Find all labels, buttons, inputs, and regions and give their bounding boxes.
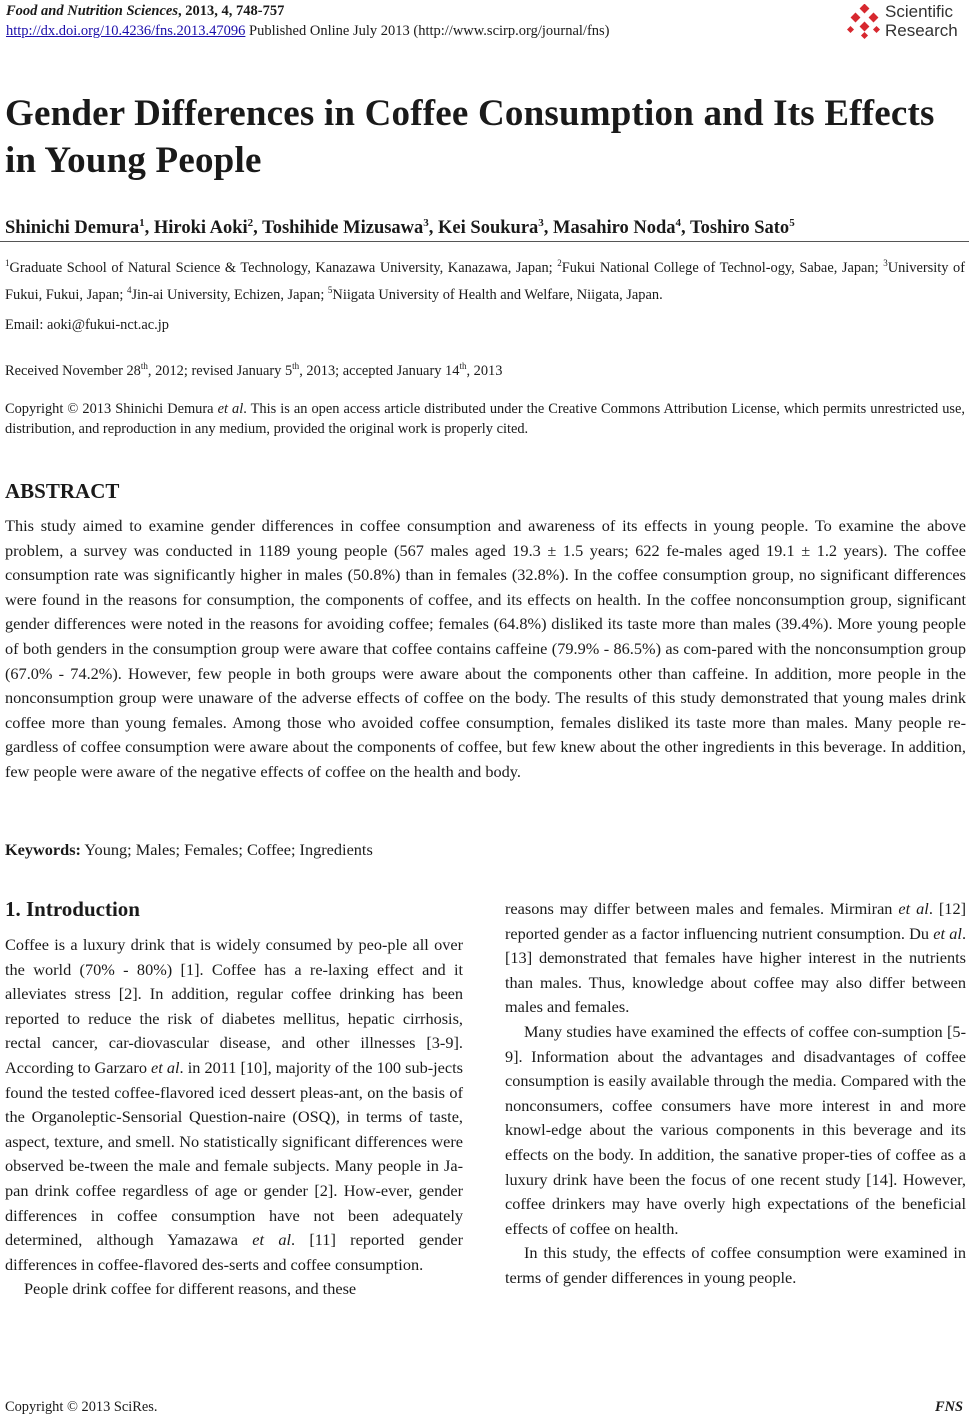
logo-line-2: Research <box>885 21 958 40</box>
publisher-logo <box>847 2 965 42</box>
author: Toshiro Sato$^5$ <box>689 217 795 239</box>
received-dates: Received November 28th, 2012; revised January 5th, 2013; accepted January 14th, 2013 <box>5 361 503 379</box>
author: Kei Soukura$^3$, <box>438 217 554 239</box>
header-divider <box>0 241 969 242</box>
abstract-heading: ABSTRACT <box>5 479 120 503</box>
paragraph: People drink coffee for different reasons, and these <box>24 1279 357 1299</box>
footer-copyright: Copyright © 2013 SciRes. <box>5 1399 158 1415</box>
author: Hiroki Aoki$^2$, <box>153 217 263 239</box>
doi-link[interactable]: http://dx.doi.org/10.4236/fns.2013.47096 <box>6 23 246 39</box>
article-title: Gender Differences in Coffee Consumption and Its Effects in Young People <box>5 93 935 181</box>
paragraph: Many studies have examined the effects of coffee con-sumption [5-9]. Information about the advantages and disadvantages of coffee consumption is easily available through the media. Compared with the nonconsumers, coffee consumers have more interest in and more knowl-edge about the various components in this beverage and its effects on the body. In addition, the sanative proper-ties of coffee as a luxury drink have been the focus of one recent study [14]. However, coffee drinkers may have overly high expectations of the beneficial effects of coffee on health. <box>505 1021 966 1238</box>
logo-mark-icon <box>847 4 883 40</box>
abstract-text: This study aimed to examine gender differences in coffee consumption and awareness of its effects in young people. To examine the above problem, a survey was conducted in 1189 young people (567 males aged 19.3 ± 1.5 years; 622 fe-males aged 19.1 ± 1.2 years). The coffee consumption rate was significantly higher in males (50.8%) than in females (32.8%). In the coffee consumption group, no significant differences were found in the reasons for consumption, the components of coffee, and its effects on health. In the coffee nonconsumption group, significant gender differences were noted in the reasons for avoiding coffee; females (64.8%) disliked its taste more than males (39.4%). More young people of both genders in the consumption group were aware that coffee contains caffeine (79.9% - 86.5%) as com-pared with the nonconsumption group (67.0% - 74.2%). However, few people in both groups were aware about the components other than caffeine. In addition, more people in the nonconsumption group were unaware of the adverse effects of coffee on the body. The results of this study demonstrated that young males drink coffee more than young females. Among those who avoided coffee consumption, females disliked its taste more than males. Many people re-gardless of coffee consumption were aware about the components of coffee, but few knew about the other ingredients in this beverage. In addition, few people were aware of the negative effects of coffee on the health and body. <box>5 516 966 781</box>
paragraph: Coffee is a luxury drink that is widely consumed by peo-ple all over the world (70% - 80%) [1]. Coffee has a re-laxing effect and it alleviates stress [2]. In addition, regular coffee drinking has been reported to reduce the risk of diabetes mellitus, hepatic cirrhosis, rectal cancer, car-diovascular disease, and other illnesses [3-9]. According to Garzaro et al. in 2011 [10], majority of the 100 sub-jects found the tested coffee-flavored iced dessert pleas-ant, on the basis of the Organoleptic-Sensorial Question-naire (OSQ), in terms of taste, aspect, texture, and smell. No statistically significant differences were observed be-tween the male and female subjects. Many people in Ja-pan drink coffee regardless of age or gender [2]. How-ever, gender differences in coffee consumption have not been adequately determined, although Yamazawa et al. [11] reported gender differences in coffee-flavored des-serts and coffee consumption. <box>5 935 464 1274</box>
copyright-notice: Copyright © 2013 Shinichi Demura et al. This is an open access article distributed under the Creative Commons Attribution License, which permits unrestricted use, distribution, and reproduction in any medium, provided the original work is properly cited. <box>5 401 965 437</box>
author-list <box>5 211 795 240</box>
right-column <box>505 897 966 1291</box>
contact-email: Email: aoki@fukui-nct.ac.jp <box>5 317 169 333</box>
keywords <box>5 838 373 862</box>
keywords-list: Young; Males; Females; Coffee; Ingredients <box>80 840 373 859</box>
paragraph: In this study, the effects of coffee consumption were examined in terms of gender differences in young people. <box>505 1243 966 1287</box>
published-info: Published Online July 2013 (http://www.scirp.org/journal/fns) <box>245 23 610 39</box>
logo-text <box>885 2 958 40</box>
paragraph: reasons may differ between males and females. Mirmiran et al. [12] reported gender as a factor influencing nutrient consumption. Du et al. [13] demonstrated that females have higher interest in the nutrients than males. Thus, knowledge about coffee may also differ between males and females. <box>505 899 967 1017</box>
section-heading: 1. Introduction <box>5 897 140 921</box>
doi-line <box>6 21 610 41</box>
author: Masahiro Noda$^4$, <box>553 217 690 239</box>
author: Shinichi Demura$^1$, <box>5 217 154 239</box>
affiliations: $^1$Graduate School of Natural Science & Technology, Kanazawa University, Kanazawa, Japan; $^2$Fukui National College of Technol-ogy, Sabae, Japan; $^3$University of Fukui, Fukui, Japan; $^4$Jin-ai University, Echizen, Japan; $^5$Niigata University of Health and Welfare, Niigata, Japan. <box>5 258 966 303</box>
footer-journal-abbrev: FNS <box>935 1399 963 1415</box>
journal-name: Food and Nutrition Sciences <box>6 3 179 19</box>
author: Toshihide Mizusawa$^3$, <box>262 217 439 239</box>
logo-line-1: Scientific <box>885 2 954 21</box>
left-column <box>5 933 463 1302</box>
journal-citation <box>6 1 284 21</box>
keywords-label: Keywords: <box>5 840 81 859</box>
journal-volume: , 2013, 4, 748-757 <box>178 3 285 19</box>
